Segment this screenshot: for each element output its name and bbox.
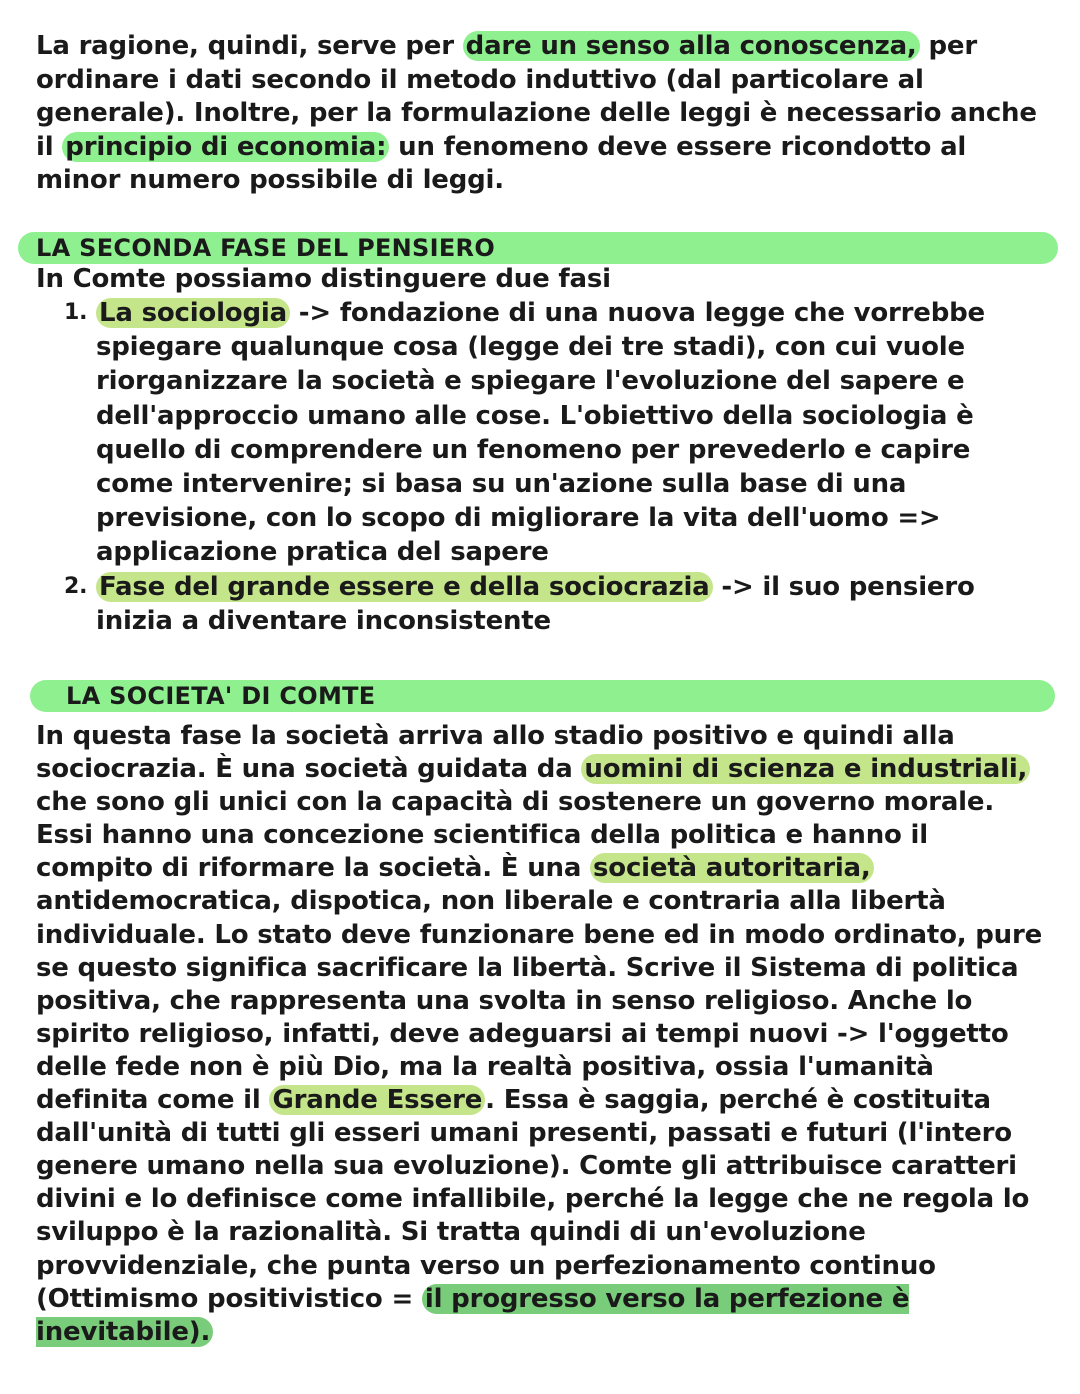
intro-paragraph bbox=[36, 30, 1046, 198]
section2-text-1: In questa fase la società arriva allo stadio positivo e quindi alla sociocrazia. È una società guidata da bbox=[36, 721, 955, 785]
list-item-text: -> fondazione di una nuova legge che vorrebbe spiegare qualunque cosa (legge dei tre stadi), con cui vuole riorganizzare la società e spiegare l'evoluzione del sapere e dell'approccio umano alle cose. L'obiettivo della sociologia è quello di comprendere un fenomeno per prevederlo e capire come intervenire; si basa su un'azione sulla base di una previsione, con lo scopo di migliorare la vita dell'uomo => applicazione pratica del sapere bbox=[96, 298, 985, 568]
highlight-uomini-scienza: uomini di scienza e industriali, bbox=[581, 754, 1030, 784]
intro-text-3: un fenomeno deve essere ricondotto al minor numero possibile di leggi. bbox=[36, 131, 967, 195]
intro-text-1: La ragione, quindi, serve per bbox=[36, 31, 463, 61]
section2-text-2: che sono gli unici con la capacità di sostenere un governo morale. Essi hanno una concezione scientifica della politica e hanno il compito di riformare la società. È una bbox=[36, 787, 994, 884]
highlight-grande-essere-sociocrazia: Fase del grande essere e della sociocrazia bbox=[96, 572, 713, 602]
section1-heading: LA SECONDA FASE DEL PENSIERO bbox=[36, 234, 496, 262]
list-item bbox=[36, 570, 1046, 638]
section2-heading: LA SOCIETA' DI COMTE bbox=[66, 682, 376, 710]
phases-list bbox=[36, 296, 1046, 638]
list-item bbox=[36, 296, 1046, 570]
section2-text-3: antidemocratica, dispotica, non liberale e contraria alla libertà individuale. Lo stato deve funzionare bene ed in modo ordinato, pure se questo significa sacrificare la libertà. Scrive il Sistema di politica positiva, che rappresenta una svolta in senso religioso. Anche lo spirito religioso, infatti, deve adeguarsi ai tempi nuovi -> l'oggetto delle fede non è più Dio, ma la realtà positiva, ossia l'umanità definita come il bbox=[36, 886, 1043, 1116]
highlight-principio-economia: principio di economia: bbox=[62, 132, 389, 162]
intro-text-2: per ordinare i dati secondo il metodo induttivo (dal particolare al generale). Inoltre, per la formulazione delle leggi è necessario anche il bbox=[36, 31, 1037, 162]
highlight-societa-autoritaria: società autoritaria, bbox=[590, 853, 874, 883]
highlight-grande-essere: Grande Essere bbox=[269, 1085, 485, 1115]
list-item-text: -> il suo pensiero inizia a diventare inconsistente bbox=[96, 571, 975, 636]
list-item-number: 2. bbox=[64, 573, 88, 599]
highlight-progresso: il progresso verso la perfezione è inevitabile). bbox=[36, 1283, 910, 1347]
section1-intro: In Comte possiamo distinguere due fasi bbox=[36, 264, 611, 294]
highlight-sociologia: La sociologia bbox=[96, 298, 290, 328]
section2-paragraph bbox=[36, 720, 1046, 1349]
list-item-number: 1. bbox=[64, 300, 88, 325]
highlight-conoscenza: dare un senso alla conoscenza, bbox=[463, 31, 920, 61]
section2-text-4: . Essa è saggia, perché è costituita dall'unità di tutti gli esseri umani presenti, passati e futuri (l'intero genere umano nella sua evoluzione). Comte gli attribuisce caratteri divini e lo definisce come infallibile, perché la legge che ne regola lo sviluppo è la razionalità. Si tratta quindi di un'evoluzione provvidenziale, che punta verso un perfezionamento continuo (Ottimismo positivistico = bbox=[36, 1085, 1030, 1314]
